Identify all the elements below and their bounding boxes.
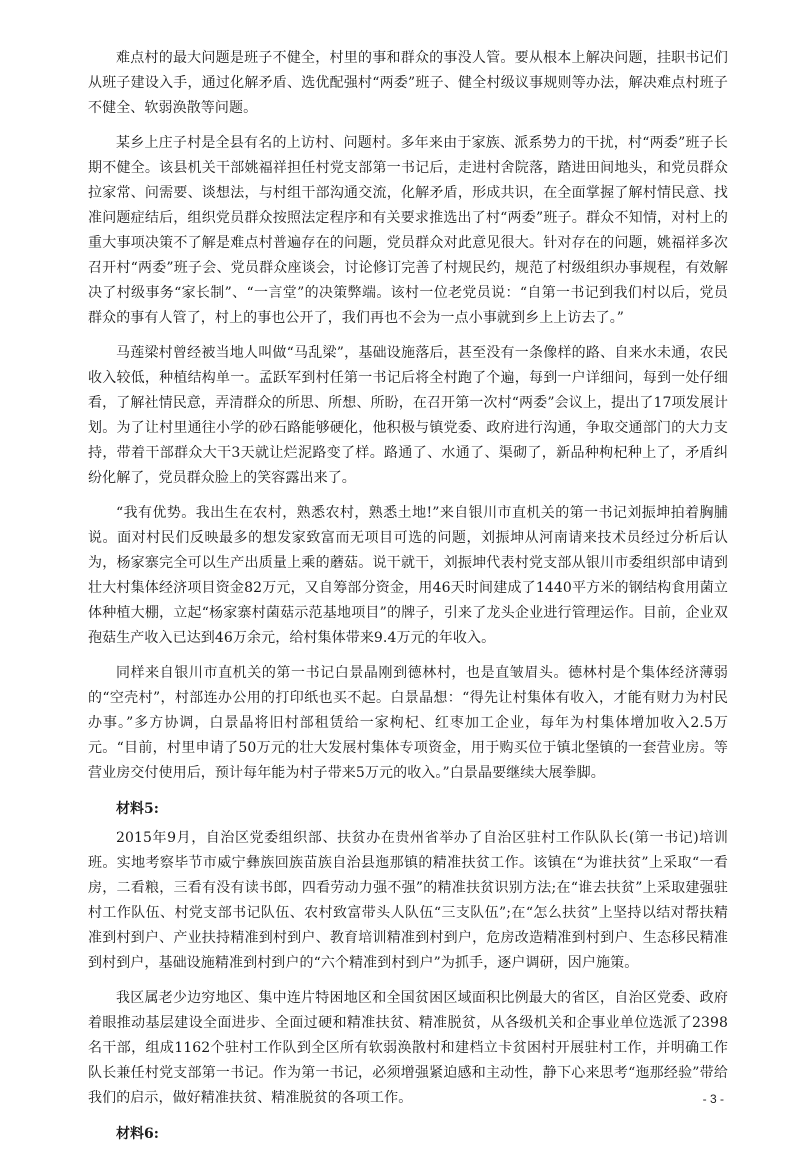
paragraph-shangzhuangzi-village: 某乡上庄子村是全县有名的上访村、问题村。多年来由于家族、派系势力的干扰，村“两委”班子长期不健全。该县机关干部姚福祥担任村党支部第一书记后，走进村舍院落，踏进田间地头，和党员群众拉家常、问需要、谈想法，与村组干部沟通交流，化解矛盾，形成共识，在全面掌握了解村情民意、找准问题症结后，组织党员群众按照法定程序和有关要求推选出了村“两委”班子。群众不知情，对村上的重大事项决策不了解是难点村普遍存在的问题，党员群众对此意见很大。针对存在的问题，姚福祥多次召开村“两委”班子会、党员群众座谈会，讨论修订完善了村规民约，规范了村级组织办事规程，有效解决了村级事务“家长制”、“一言堂”的决策弊端。该村一位老党员说：“自第一书记到我们村以后，党员群众的事有人管了，村上的事也公开了，我们再也不会为一点小事就到乡上上访去了。”	[88, 135, 728, 326]
paragraph-delin-village: 同样来自银川市直机关的第一书记白景晶刚到德林村，也是直皱眉头。德林村是个集体经济薄弱的“空壳村”，村部连办公用的打印纸也买不起。白景晶想：“得先让村集体有收入，才能有财力为村民办事。”多方协调，白景晶将旧村部租赁给一家枸杞、红枣加工企业，每年为村集体增加收入2.5万元。“目前，村里申请了50万元的壮大发展村集体专项资金，用于购买位于镇北堡镇的一套营业房。等营业房交付使用后，预计每年能为村子带来5万元的收入。”白景晶要继续大展拳脚。	[88, 665, 728, 781]
heading-material-5: 材料5:	[116, 801, 159, 817]
paragraph-region-dispatch: 我区属老少边穷地区、集中连片特困地区和全国贫困区域面积比例最大的省区，自治区党委、政府着眼推动基层建设全面进步、全面过硬和精准扶贫、精准脱贫，从各级机关和企事业单位选派了2398名干部，组成1162个驻村工作队到全区所有软弱涣散村和建档立卡贫困村开展驻村工作，并明确工作队长兼任村党支部第一书记。作为第一书记，必须增强紧迫感和主动性，静下心来思考“迤那经验”带给我们的启示，做好精准扶贫、精准脱贫的各项工作。	[88, 990, 728, 1106]
heading-material-6: 材料6:	[116, 1126, 159, 1142]
paragraph-malianliang-village: 马莲梁村曾经被当地人叫做“马乱梁”，基础设施落后，甚至没有一条像样的路、自来水未通，农民收入较低，种植结构单一。孟跃军到村任第一书记后将全村跑了个遍，每到一户详细问，每到一处仔细看，了解社情民意，弄清群众的所思、所想、所盼，在召开第一次村“两委”会议上，提出了17项发展计划。为了让村里通往小学的砂石路能够硬化，他积极与镇党委、政府进行沟通，争取交通部门的大力支持，带着干部群众大干3天就让烂泥路变了样。路通了、水通了、渠砌了，新品种枸杞种上了，矛盾纠纷化解了，党员群众脸上的笑容露出来了。	[88, 345, 728, 486]
paragraph-difficult-villages: 难点村的最大问题是班子不健全，村里的事和群众的事没人管。要从根本上解决问题，挂职书记们从班子建设入手，通过化解矛盾、选优配强村“两委”班子、健全村级议事规则等办法，解决难点村班子不健全、软弱涣散等问题。	[88, 50, 728, 116]
paragraph-yangjiazhai-village: “我有优势。我出生在农村，熟悉农村，熟悉土地!”来自银川市直机关的第一书记刘振坤拍着胸脯说。面对村民们反映最多的想发家致富而无项目可选的问题，刘振坤从河南请来技术员经过分析后认为，杨家寨完全可以生产出质量上乘的蘑菇。说干就干，刘振坤代表村党支部从银川市委组织部申请到壮大村集体经济项目资金82万元，又自筹部分资金，用46天时间建成了1440平方米的钢结构食用菌立体种植大棚，立起“杨家寨村菌菇示范基地项目”的牌子，引来了龙头企业进行管理运作。目前，企业双孢菇生产收入已达到46万余元，给村集体带来9.4万元的年收入。	[88, 505, 728, 646]
paragraph-training-guizhou: 2015年9月，自治区党委组织部、扶贫办在贵州省举办了自治区驻村工作队队长(第一书记)培训班。实地考察毕节市威宁彝族回族苗族自治县迤那镇的精准扶贫工作。该镇在“为谁扶贫”上采取“一看房，二看粮，三看有没有读书郎，四看劳动力强不强”的精准扶贫识别方法;在“谁去扶贫”上采取建强驻村工作队伍、村党支部书记队伍、农村致富带头人队伍“三支队伍”;在“怎么扶贫”上坚持以结对帮扶精准到村到户、产业扶持精准到村到户、教育培训精准到村到户，危房改造精准到村到户、生态移民精准到村到户，基础设施精准到村到户的“六个精准到村到户”为抓手，逐户调研，因户施策。	[88, 830, 728, 971]
document-page	[88, 46, 728, 1151]
page-number: - 3 -	[702, 1092, 724, 1106]
